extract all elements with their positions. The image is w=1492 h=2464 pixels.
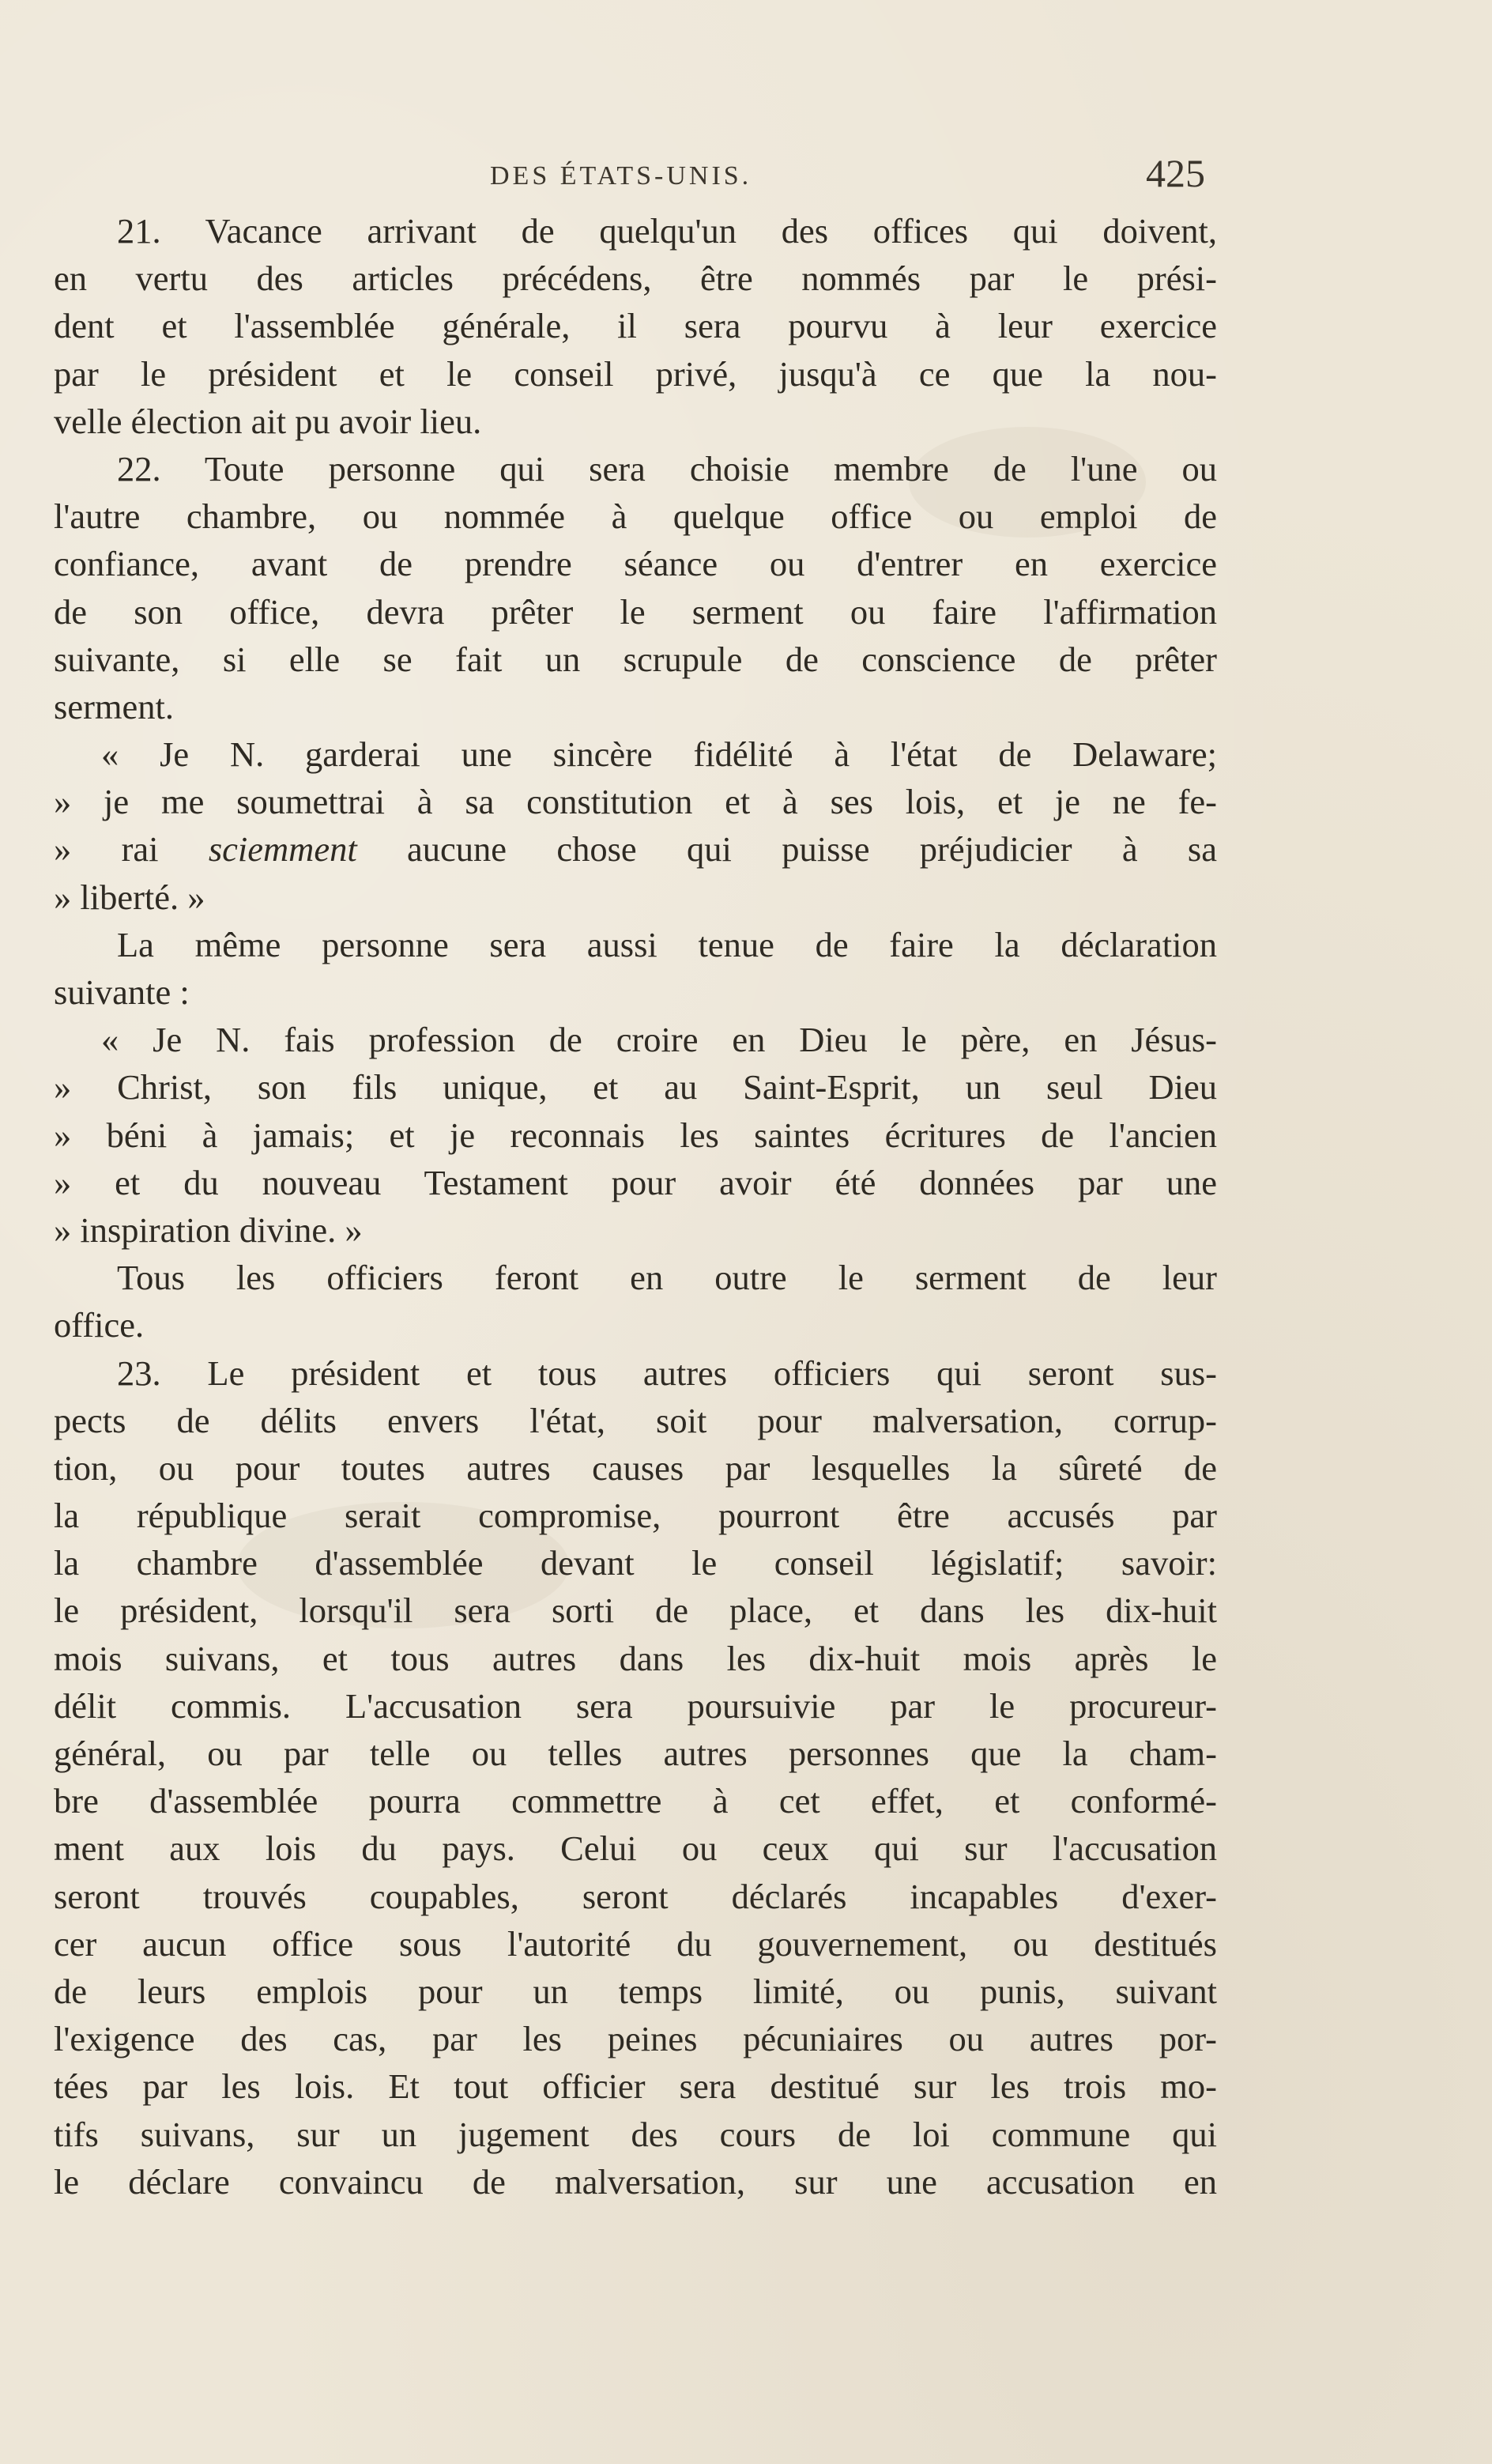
text-line: » inspiration divine. » — [54, 1209, 363, 1250]
text-line: » rai sciemment aucune chose qui puisse préjudicier à sa — [54, 829, 1217, 870]
text-line: » je me soumettrai à sa constitution et à ses lois, et je ne fe- — [54, 782, 1217, 822]
text-line: cer aucun office sous l'autorité du gouvernement, ou destitués — [54, 1923, 1217, 1964]
text-line: tion, ou pour toutes autres causes par lesquelles la sûreté de — [54, 1447, 1217, 1488]
text-line: 21. Vacance arrivant de quelqu'un des offices qui doivent, — [117, 211, 1217, 251]
text-line: ment aux lois du pays. Celui ou ceux qui sur l'accusation — [54, 1828, 1217, 1869]
text-line: La même personne sera aussi tenue de faire la déclaration — [117, 924, 1217, 964]
text-line: mois suivans, et tous autres dans les dix-huit mois après le — [54, 1638, 1217, 1678]
italic-word: sciemment — [208, 829, 357, 870]
text-line: bre d'assemblée pourra commettre à cet effet, et conformé- — [54, 1781, 1217, 1821]
text-line: la république serait compromise, pourront être accusés par — [54, 1496, 1217, 1536]
text-line: velle élection ait pu avoir lieu. — [54, 401, 482, 441]
text-line: 22. Toute personne qui sera choisie membre de l'une ou — [117, 448, 1217, 489]
text-line: 23. Le président et tous autres officiers qui seront sus- — [117, 1353, 1217, 1393]
text-line: pects de délits envers l'état, soit pour malversation, corrup- — [54, 1400, 1217, 1440]
text-line: » et du nouveau Testament pour avoir été données par une — [54, 1162, 1217, 1202]
text-line: de son office, devra prêter le serment ou faire l'affirmation — [54, 591, 1217, 632]
text-line: » Christ, son fils unique, et au Saint-Esprit, un seul Dieu — [54, 1067, 1217, 1107]
text-line: général, ou par telle ou telles autres personnes que la cham- — [54, 1734, 1217, 1773]
text-line: de leurs emplois pour un temps limité, ou punis, suivant — [54, 1971, 1217, 2011]
body-text — [54, 207, 1217, 2206]
text-line: « Je N. fais profession de croire en Dieu le père, en Jésus- — [101, 1020, 1217, 1060]
text-line: l'exigence des cas, par les peines pécuniaires ou autres por- — [54, 2019, 1217, 2059]
text-line: seront trouvés coupables, seront déclarés incapables d'exer- — [54, 1876, 1217, 1916]
page-number: 425 — [1146, 151, 1205, 195]
text-line: « Je N. garderai une sincère fidélité à l'état de Delaware; — [101, 734, 1217, 775]
text-line: Tous les officiers feront en outre le serment de leur — [117, 1258, 1217, 1298]
text-line: dent et l'assemblée générale, il sera pourvu à leur exercice — [54, 306, 1217, 346]
text-line: l'autre chambre, ou nommée à quelque office ou emploi de — [54, 496, 1217, 537]
text-line: » béni à jamais; et je reconnais les saintes écritures de l'ancien — [54, 1115, 1217, 1155]
text-line: tifs suivans, sur un jugement des cours de loi commune qui — [54, 2114, 1217, 2154]
text-line: le déclare convaincu de malversation, sur une accusation en — [54, 2161, 1217, 2202]
text-line: serment. — [54, 686, 174, 726]
text-line: suivante, si elle se fait un scrupule de conscience de prêter — [54, 639, 1217, 679]
text-line: en vertu des articles précédens, être nommés par le prési- — [54, 258, 1217, 299]
text-line: office. — [54, 1305, 145, 1345]
page-header — [0, 151, 1492, 202]
text-line: » liberté. » — [54, 877, 205, 917]
text-line: par le président et le conseil privé, jusqu'à ce que la nou- — [54, 353, 1217, 394]
text-line: délit commis. L'accusation sera poursuivie par le procureur- — [54, 1685, 1217, 1726]
text-line: suivante : — [54, 972, 190, 1012]
running-head: DES ÉTATS-UNIS. — [490, 161, 752, 191]
text-line: tées par les lois. Et tout officier sera destitué sur les trois mo- — [54, 2066, 1217, 2107]
text-line: confiance, avant de prendre séance ou d'entrer en exercice — [54, 544, 1217, 584]
text-line: la chambre d'assemblée devant le conseil législatif; savoir: — [54, 1543, 1217, 1583]
text-line: le président, lorsqu'il sera sorti de place, et dans les dix-huit — [54, 1590, 1217, 1631]
